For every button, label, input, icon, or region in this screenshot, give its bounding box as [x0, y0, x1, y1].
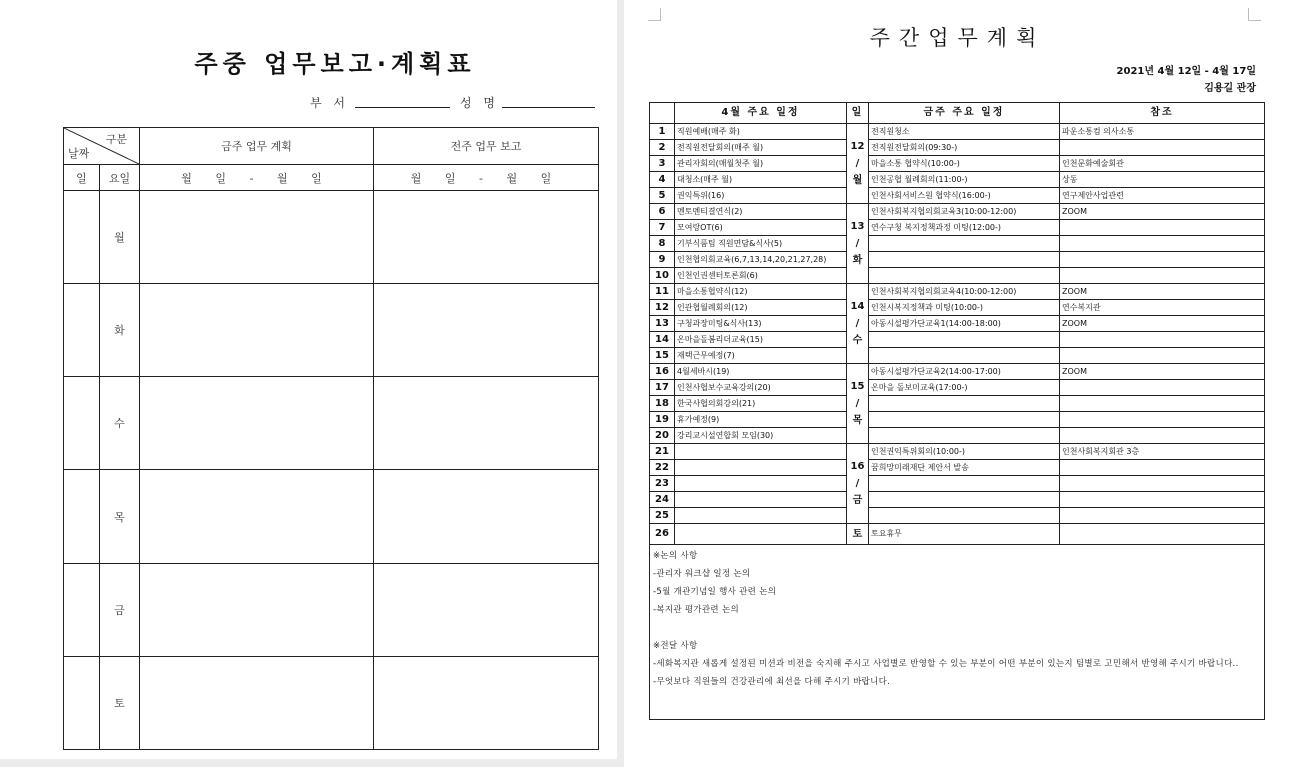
- table-row: [650, 396, 1265, 412]
- reference-cell: 인천문화예술회관: [1060, 156, 1265, 172]
- april-schedule-cell: 전직원전달회의(매주 월): [675, 140, 847, 156]
- crop-mark: [648, 8, 661, 21]
- april-schedule-cell: [675, 508, 847, 524]
- table-row: [650, 140, 1265, 156]
- reference-cell: ZOOM: [1060, 364, 1265, 380]
- notes-cell: [650, 545, 1265, 720]
- name-blank: [502, 107, 595, 108]
- weekly-plan-table: [649, 102, 1265, 720]
- table-row: [650, 380, 1265, 396]
- table-row: [650, 508, 1265, 524]
- week-schedule-cell: [869, 348, 1060, 364]
- row-number: 6: [650, 204, 675, 220]
- table-row: [650, 156, 1265, 172]
- form-title: 주중 업무보고·계획표: [194, 50, 476, 78]
- note-line: -5월 개관기념일 행사 관련 논의: [653, 587, 777, 597]
- reference-cell: [1060, 524, 1265, 545]
- plan-cell: [140, 470, 374, 563]
- april-schedule-cell: 인천협의회교육(6,7,13,14,20,21,27,28): [675, 252, 847, 268]
- plan-cell: [140, 377, 374, 470]
- week-schedule-cell: 마을소통 협약식(10:00-): [869, 156, 1060, 172]
- reference-cell: [1060, 140, 1265, 156]
- table-row: [64, 191, 599, 284]
- weekly-report-form-page: [0, 0, 617, 759]
- april-schedule-cell: [675, 460, 847, 476]
- april-schedule-cell: 인천인권센터토론회(6): [675, 268, 847, 284]
- table-row: [650, 476, 1265, 492]
- row-number: 24: [650, 492, 675, 508]
- day-cell: [64, 284, 100, 377]
- april-schedule-cell: [675, 444, 847, 460]
- reference-cell: [1060, 396, 1265, 412]
- plan-cell: [140, 656, 374, 749]
- week-schedule-cell: [869, 476, 1060, 492]
- reference-cell: [1060, 332, 1265, 348]
- april-schedule-header: 4월 주요 일정: [675, 103, 847, 124]
- table-row: [650, 252, 1265, 268]
- reference-cell: [1060, 380, 1265, 396]
- reference-cell: [1060, 508, 1265, 524]
- table-row: [650, 300, 1265, 316]
- week-schedule-cell: 아동시설평가단교육2(14:00-17:00): [869, 364, 1060, 380]
- row-number: 21: [650, 444, 675, 460]
- report-cell: [374, 563, 599, 656]
- row-number: 3: [650, 156, 675, 172]
- row-number: 12: [650, 300, 675, 316]
- row-number: 10: [650, 268, 675, 284]
- week-schedule-cell: [869, 268, 1060, 284]
- reference-cell: 인천사회복지회관 3층: [1060, 444, 1265, 460]
- weekday-col-header: 요일: [100, 165, 140, 191]
- april-schedule-cell: 구청과장미팅&식사(13): [675, 316, 847, 332]
- week-schedule-cell: [869, 412, 1060, 428]
- reference-cell: [1060, 236, 1265, 252]
- row-number: 9: [650, 252, 675, 268]
- day-cell: [64, 377, 100, 470]
- table-row: [64, 563, 599, 656]
- num-header: [650, 103, 675, 124]
- row-number: 2: [650, 140, 675, 156]
- april-schedule-cell: 관리자회의(매월첫주 월): [675, 156, 847, 172]
- plan-header: 금주 업무 계획: [140, 128, 374, 165]
- plan-cell: [140, 563, 374, 656]
- row-number: 23: [650, 476, 675, 492]
- april-schedule-cell: 강리교시설연합회 모임(30): [675, 428, 847, 444]
- week-schedule-cell: 인천시복지정책과 미팅(10:00-): [869, 300, 1060, 316]
- april-schedule-cell: 권익특위(16): [675, 188, 847, 204]
- note-line: -세화복지관 새롭게 설정된 미션과 비전을 숙지해 주시고 사업별로 반영할 수 있는 부분이 어떤 부분이 있는지 팀별로 고민해서 반영해 주시기 바랍니다..: [653, 659, 1239, 669]
- reference-cell: 연수복지관: [1060, 300, 1265, 316]
- dept-blank: [355, 107, 450, 108]
- row-number: 14: [650, 332, 675, 348]
- table-row: [64, 656, 599, 749]
- day-cell: [64, 470, 100, 563]
- week-schedule-cell: [869, 396, 1060, 412]
- row-number: 18: [650, 396, 675, 412]
- table-row: [650, 412, 1265, 428]
- reference-cell: [1060, 348, 1265, 364]
- day-group-cell: 16 / 금: [847, 444, 869, 524]
- note-line: -무엇보다 직원들의 건강관리에 최선을 다해 주시기 바랍니다.: [653, 677, 891, 687]
- report-cell: [374, 191, 599, 284]
- weekday-cell: 토: [100, 656, 140, 749]
- row-number: 7: [650, 220, 675, 236]
- row-number: 1: [650, 124, 675, 140]
- day-group-cell: 12 / 월: [847, 124, 869, 204]
- april-schedule-cell: 기부식품팀 직원면담&식사(5): [675, 236, 847, 252]
- day-cell: [64, 656, 100, 749]
- weekday-cell: 목: [100, 470, 140, 563]
- week-schedule-cell: 인천사회복지협의회교육3(10:00-12:00): [869, 204, 1060, 220]
- day-group-cell: 14 / 수: [847, 284, 869, 364]
- table-row: [650, 188, 1265, 204]
- table-row: [650, 348, 1265, 364]
- week-schedule-cell: 아동시설평가단교육1(14:00-18:00): [869, 316, 1060, 332]
- table-row: [650, 172, 1265, 188]
- week-schedule-header: 금주 주요 일정: [869, 103, 1060, 124]
- weekday-cell: 금: [100, 563, 140, 656]
- row-number: 8: [650, 236, 675, 252]
- day-cell: [64, 563, 100, 656]
- row-number: 19: [650, 412, 675, 428]
- day-group-cell: 토: [847, 524, 869, 545]
- week-schedule-cell: 꿈희망미래재단 제안서 발송: [869, 460, 1060, 476]
- april-schedule-cell: 인관협월례회의(12): [675, 300, 847, 316]
- table-row: [64, 377, 599, 470]
- reference-cell: [1060, 492, 1265, 508]
- crop-mark: [1248, 8, 1261, 21]
- weekday-cell: 월: [100, 191, 140, 284]
- form-fields: [300, 94, 595, 114]
- diagonal-header-cell: [64, 128, 140, 165]
- name-label: 성 명: [460, 96, 499, 110]
- week-schedule-cell: [869, 508, 1060, 524]
- dept-label: 부 서: [310, 96, 349, 110]
- report-header: 전주 업무 보고: [374, 128, 599, 165]
- april-schedule-cell: 마을소통협약식(12): [675, 284, 847, 300]
- reference-cell: [1060, 460, 1265, 476]
- day-col-header: 일: [64, 165, 100, 191]
- plan-cell: [140, 284, 374, 377]
- plan-date-range: 2021년 4월 12일 - 4월 17일: [1116, 66, 1256, 77]
- week-schedule-cell: 연수구청 복지정책과정 미팅(12:00-): [869, 220, 1060, 236]
- reference-cell: ZOOM: [1060, 284, 1265, 300]
- row-number: 26: [650, 524, 675, 545]
- row-number: 13: [650, 316, 675, 332]
- reference-cell: [1060, 268, 1265, 284]
- april-schedule-cell: 4월세바시(19): [675, 364, 847, 380]
- table-row: [650, 204, 1265, 220]
- april-schedule-cell: [675, 492, 847, 508]
- report-cell: [374, 284, 599, 377]
- plan-title: 주간업무계획: [869, 26, 1046, 50]
- reference-cell: 파운소통컴 의사소통: [1060, 124, 1265, 140]
- row-number: 16: [650, 364, 675, 380]
- row-number: 15: [650, 348, 675, 364]
- week-schedule-cell: 온마을 돌보미교육(17:00-): [869, 380, 1060, 396]
- row-number: 25: [650, 508, 675, 524]
- table-row: [650, 268, 1265, 284]
- plan-cell: [140, 191, 374, 284]
- weekly-plan-page: [624, 0, 1291, 767]
- april-schedule-cell: 대청소(매주 월): [675, 172, 847, 188]
- date-label: 날짜: [68, 147, 90, 160]
- week-schedule-cell: 전직원전달회의(09:30-): [869, 140, 1060, 156]
- row-number: 11: [650, 284, 675, 300]
- week-schedule-cell: [869, 428, 1060, 444]
- week-schedule-cell: 인천사회복지협의회교육4(10:00-12:00): [869, 284, 1060, 300]
- table-row: [650, 284, 1265, 300]
- reference-cell: 상동: [1060, 172, 1265, 188]
- april-schedule-cell: 재택근무예정(7): [675, 348, 847, 364]
- table-row: [64, 470, 599, 563]
- table-row: [650, 220, 1265, 236]
- row-number: 20: [650, 428, 675, 444]
- table-row: [650, 364, 1265, 380]
- report-cell: [374, 470, 599, 563]
- reference-cell: 연구제안사업관련: [1060, 188, 1265, 204]
- table-row: [650, 428, 1265, 444]
- note-line: [653, 619, 1261, 637]
- table-row: [650, 332, 1265, 348]
- reference-cell: [1060, 428, 1265, 444]
- report-range: 월 일 - 월 일: [374, 165, 599, 191]
- reference-cell: ZOOM: [1060, 204, 1265, 220]
- note-line: -관리자 워크샵 일정 논의: [653, 569, 751, 579]
- april-schedule-cell: 온마을돌봄리더교육(15): [675, 332, 847, 348]
- reference-cell: [1060, 476, 1265, 492]
- report-cell: [374, 656, 599, 749]
- note-line: -복지관 평가관련 논의: [653, 605, 739, 615]
- april-schedule-cell: 휴가예정(9): [675, 412, 847, 428]
- table-row: [64, 284, 599, 377]
- weekday-cell: 수: [100, 377, 140, 470]
- table-row: [650, 460, 1265, 476]
- april-schedule-cell: 인천사협보수교육강의(20): [675, 380, 847, 396]
- table-row: [650, 236, 1265, 252]
- row-number: 4: [650, 172, 675, 188]
- report-cell: [374, 377, 599, 470]
- week-schedule-cell: 전직원청소: [869, 124, 1060, 140]
- week-schedule-cell: [869, 252, 1060, 268]
- notes-row: [650, 545, 1265, 720]
- day-group-cell: 15 / 목: [847, 364, 869, 444]
- week-schedule-cell: [869, 236, 1060, 252]
- row-number: 22: [650, 460, 675, 476]
- plan-header-row: [650, 103, 1265, 124]
- row-number: 5: [650, 188, 675, 204]
- row-number: 17: [650, 380, 675, 396]
- gubun-label: 구분: [105, 133, 127, 146]
- april-schedule-cell: 모여랑OT(6): [675, 220, 847, 236]
- reference-header: 참조: [1060, 103, 1265, 124]
- april-schedule-cell: [675, 524, 847, 545]
- reference-cell: [1060, 252, 1265, 268]
- reference-cell: [1060, 412, 1265, 428]
- april-schedule-cell: 멘토멘티결연식(2): [675, 204, 847, 220]
- reference-cell: [1060, 220, 1265, 236]
- weekly-report-table: [63, 127, 599, 750]
- plan-range: 월 일 - 월 일: [140, 165, 374, 191]
- plan-author: 김용길 관장: [1204, 83, 1256, 94]
- reference-cell: ZOOM: [1060, 316, 1265, 332]
- week-schedule-cell: 토요휴무: [869, 524, 1060, 545]
- note-line: ※전달 사항: [653, 641, 698, 651]
- april-schedule-cell: [675, 476, 847, 492]
- week-schedule-cell: [869, 332, 1060, 348]
- april-schedule-cell: 직원예배(매주 화): [675, 124, 847, 140]
- table-row: [650, 124, 1265, 140]
- day-header: 일: [847, 103, 869, 124]
- table-row: [650, 492, 1265, 508]
- day-cell: [64, 191, 100, 284]
- table-row: [650, 316, 1265, 332]
- day-group-cell: 13 / 화: [847, 204, 869, 284]
- week-schedule-cell: 인천사회서비스원 협약식(16:00-): [869, 188, 1060, 204]
- week-schedule-cell: [869, 492, 1060, 508]
- table-row: [650, 444, 1265, 460]
- week-schedule-cell: 인천공협 월례회의(11:00-): [869, 172, 1060, 188]
- table-row: [650, 524, 1265, 545]
- week-schedule-cell: 인천권익특위회의(10:00-): [869, 444, 1060, 460]
- april-schedule-cell: 한국사협의회강의(21): [675, 396, 847, 412]
- weekday-cell: 화: [100, 284, 140, 377]
- note-line: ※논의 사항: [653, 551, 698, 561]
